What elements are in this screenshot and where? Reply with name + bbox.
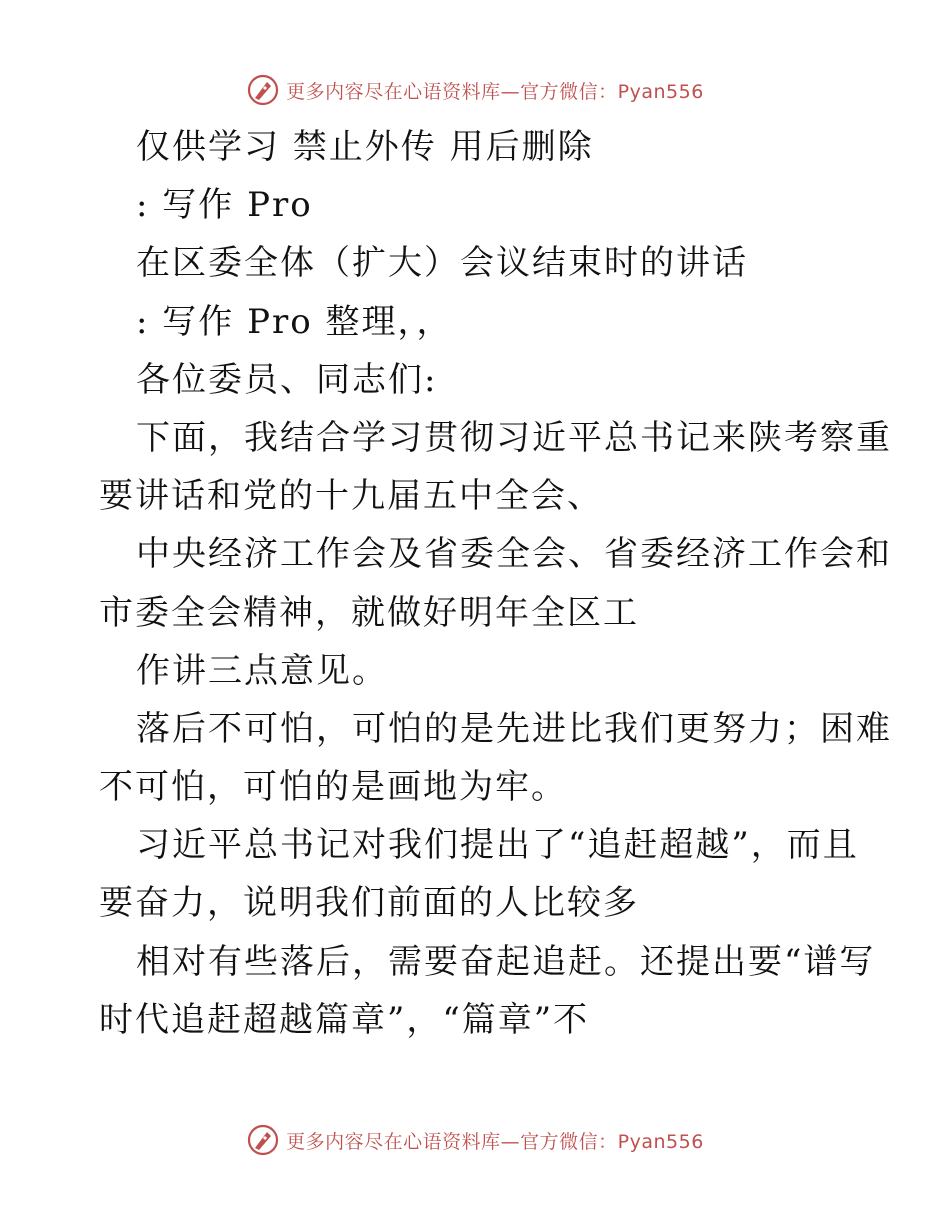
- text-line: : 写作 Pro: [136, 185, 313, 226]
- document-body: [99, 118, 892, 1049]
- header-watermark-text: 更多内容尽在心语资料库—官方微信：Pyan556: [286, 80, 704, 103]
- text-line: 市委全会精神，就做好明年全区工: [99, 592, 639, 633]
- text-line: 要奋力，说明我们前面的人比较多: [99, 883, 639, 924]
- text-line: 习近平总书记对我们提出了“追赶超越”，而且: [136, 825, 859, 866]
- text-line: 不可怕，可怕的是画地为牢。: [99, 767, 567, 808]
- footer-watermark-banner: [0, 1120, 950, 1160]
- footer-watermark-text: 更多内容尽在心语资料库—官方微信：Pyan556: [286, 1130, 704, 1153]
- text-line: 下面，我结合学习贯彻习近平总书记来陕考察重: [136, 417, 892, 458]
- text-line: 仅供学习 禁止外传 用后删除: [136, 127, 594, 167]
- text-line: 各位委员、同志们:: [136, 359, 438, 400]
- pen-nib-logo-icon: [246, 73, 280, 107]
- text-line: 中央经济工作会及省委全会、省委经济工作会和: [136, 534, 892, 575]
- text-line: 作讲三点意见。: [136, 650, 388, 691]
- text-line: 要讲话和党的十九届五中全会、: [99, 476, 603, 517]
- text-line: 在区委全体（扩大）会议结束时的讲话: [136, 243, 748, 284]
- text-line: : 写作 Pro 整理，，: [136, 301, 453, 342]
- header-watermark-banner: [0, 70, 950, 110]
- text-line: 相对有些落后，需要奋起追赶。还提出要“谱写: [136, 941, 876, 982]
- pen-nib-logo-icon: [246, 1123, 280, 1157]
- text-line: 落后不可怕，可怕的是先进比我们更努力；困难: [136, 708, 892, 749]
- text-line: 时代追赶超越篇章”，“篇章”不: [99, 999, 590, 1040]
